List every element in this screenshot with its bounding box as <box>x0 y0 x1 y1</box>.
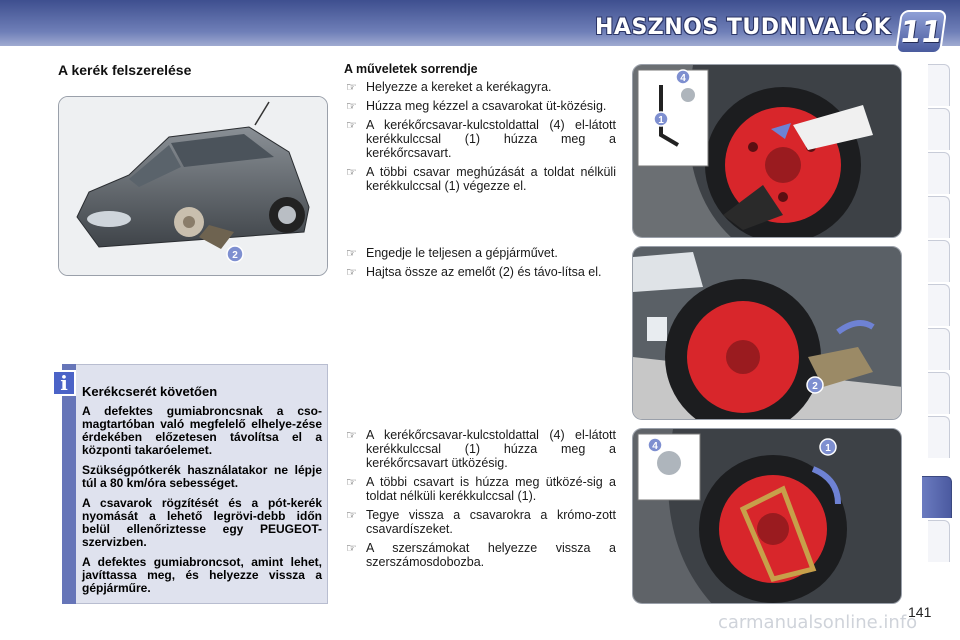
info-box-stripe <box>62 364 76 604</box>
callout-number: 2 <box>232 250 238 261</box>
step-item: ☞ Húzza meg kézzel a csavarokat üt-közésig. <box>346 99 607 113</box>
info-paragraph: A defektes gumiabroncsot, amint lehet, javíttassa meg, és helyezze vissza a gépjárműre. <box>82 555 322 595</box>
section-title: A kerék felszerelése <box>58 62 192 78</box>
callout-number: 4 <box>652 441 658 452</box>
step-item: ☞ A többi csavar meghúzását a toldat nélküli kerékkulccsal (1) végezze el. <box>346 165 616 193</box>
pointing-hand-icon: ☞ <box>346 99 357 113</box>
chapter-tab-strip <box>928 64 950 574</box>
wheel-photo-final-tightening <box>632 428 902 604</box>
callout-number: 4 <box>680 73 686 84</box>
info-icon: i <box>52 370 76 396</box>
pointing-hand-icon: ☞ <box>346 508 357 522</box>
chapter-tab[interactable] <box>928 64 950 106</box>
pointing-hand-icon: ☞ <box>346 265 357 279</box>
chapter-number-badge: 11 <box>895 10 947 54</box>
chapter-tab[interactable] <box>928 328 950 370</box>
chapter-tab[interactable] <box>928 284 950 326</box>
chapter-tab[interactable] <box>928 240 950 282</box>
step-group-2 <box>346 246 616 284</box>
info-paragraph: Szükségpótkerék használatakor ne lépje túl a 80 km/óra sebességet. <box>82 463 322 490</box>
chapter-tab[interactable] <box>928 196 950 238</box>
wheel-photo-lowering <box>632 246 902 420</box>
chapter-tab[interactable] <box>928 520 950 562</box>
step-item: ☞ Tegye vissza a csavarokra a krómo-zott csavardíszeket. <box>346 508 616 536</box>
chapter-tab-active[interactable] <box>922 476 952 518</box>
watermark-text: carmanualsonline.info <box>718 612 918 633</box>
chapter-tab[interactable] <box>928 108 950 150</box>
pointing-hand-icon: ☞ <box>346 541 357 555</box>
step-item: ☞ A többi csavart is húzza meg ütközé-sig a toldat nélküli kerékkulccsal (1). <box>346 475 616 503</box>
chapter-tab[interactable] <box>928 416 950 458</box>
step-item: ☞ A kerékőrcsavar-kulcstoldattal (4) el-látott kerékkulccsal (1) húzza meg a kerékőrcsavart ütközésig. <box>346 428 616 470</box>
header-divider <box>0 46 960 60</box>
pointing-hand-icon: ☞ <box>346 475 357 489</box>
car-illustration-svg <box>59 97 328 276</box>
step-item: ☞ Engedje le teljesen a gépjárművet. <box>346 246 558 260</box>
info-paragraph: A defektes gumiabroncsnak a cso-magtartóban való megfelelő elhelye-zése érdekében előzetesen távolítsa el a központi takaróelemet. <box>82 404 322 457</box>
step-item: ☞ Hajtsa össze az emelőt (2) és távo-lítsa el. <box>346 265 602 279</box>
step-group-1 <box>346 80 616 198</box>
page-header-title: HASZNOS TUDNIVALÓK <box>595 15 892 40</box>
info-box-content <box>82 384 322 602</box>
wheel-photo-tightening <box>632 64 902 238</box>
callout-number: 2 <box>812 381 818 392</box>
callout-number: 1 <box>825 443 831 454</box>
pointing-hand-icon: ☞ <box>346 246 357 260</box>
step-item: ☞ A szerszámokat helyezze vissza a szerszámosdobozba. <box>346 541 616 569</box>
step-item: ☞ A kerékőrcsavar-kulcstoldattal (4) el-látott kerékkulccsal (1) húzza meg a kerékőrcsavart. <box>346 118 616 160</box>
chapter-tab[interactable] <box>928 372 950 414</box>
steps-title: A műveletek sorrendje <box>344 62 478 76</box>
pointing-hand-icon: ☞ <box>346 165 357 179</box>
page-number: 141 <box>908 604 932 620</box>
callout-number: 1 <box>658 115 664 126</box>
info-paragraph: A csavarok rögzítését és a pót-kerék nyomását a lehető legrövi-debb időn belül ellenőriztesse egy PEUGEOT-szervizben. <box>82 496 322 549</box>
step-item: ☞ Helyezze a kereket a kerékagyra. <box>346 80 552 94</box>
info-box-title: Kerékcserét követően <box>82 384 218 399</box>
pointing-hand-icon: ☞ <box>346 428 357 442</box>
car-jack-illustration <box>58 96 328 276</box>
chapter-tab[interactable] <box>928 152 950 194</box>
pointing-hand-icon: ☞ <box>346 80 357 94</box>
step-group-3 <box>346 428 616 574</box>
pointing-hand-icon: ☞ <box>346 118 357 132</box>
